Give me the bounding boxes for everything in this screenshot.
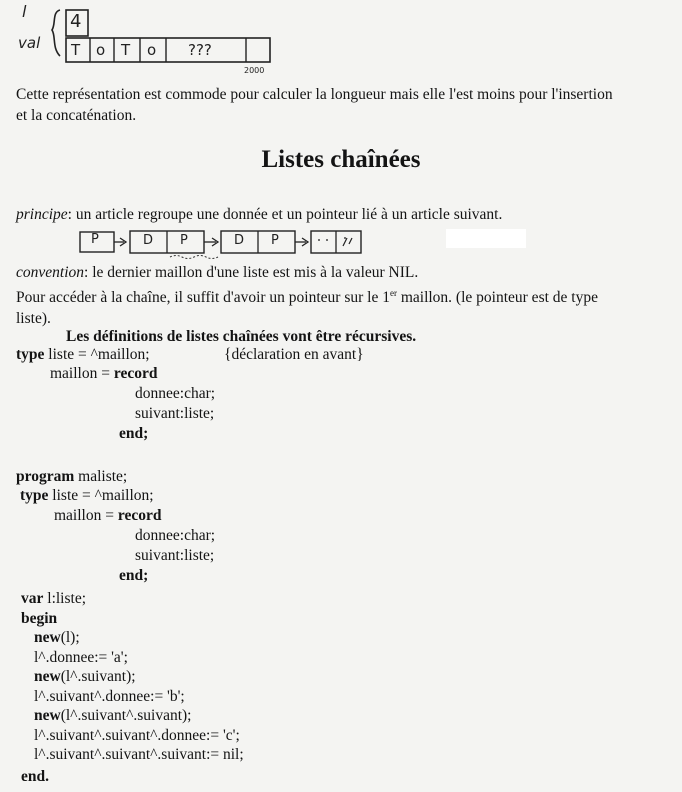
keyword-end-final: end.	[21, 768, 49, 785]
keyword-type: type	[16, 346, 45, 363]
chain-drawing	[0, 0, 682, 270]
sketch-cell: o	[96, 41, 106, 59]
keyword-end: end;	[119, 425, 149, 442]
sketch-cell: o	[147, 41, 157, 59]
code-text: liste = ^maillon;	[48, 487, 154, 504]
principe-label: principe	[16, 206, 68, 223]
sketch-cell: T	[121, 41, 131, 59]
keyword-record: record	[117, 507, 162, 524]
sketch-cell: ???	[188, 41, 212, 59]
program-field: donnee:char;	[135, 527, 216, 544]
keyword-new: new	[34, 707, 61, 724]
sketch-size: 2000	[244, 66, 265, 75]
code-line-assign-c: l^.suivant^.suivant^.donnee:= 'c';	[34, 727, 240, 744]
convention-line	[16, 262, 676, 283]
sketch-cell: T	[71, 41, 81, 59]
code-text: (l^.suivant);	[60, 668, 136, 685]
access-text: maillon. (le pointeur est de type	[396, 289, 598, 307]
code-line-assign-a: l^.donnee:= 'a';	[34, 649, 128, 666]
convention-label: convention	[16, 264, 85, 281]
declaration-type-line	[16, 345, 150, 364]
sketch-label-val: val	[18, 34, 41, 52]
section-title: Listes chaînées	[261, 146, 421, 173]
code-line-assign-nil: l^.suivant^.suivant^.suivant:= nil;	[34, 746, 244, 763]
code-text: maillon =	[54, 507, 118, 524]
access-superscript: er	[389, 288, 397, 298]
code-text: l:liste;	[43, 590, 87, 607]
forward-comment: {déclaration en avant}	[224, 346, 364, 363]
keyword-begin: begin	[21, 610, 58, 627]
sketch-length-value: 4	[70, 11, 82, 32]
declaration-maillon-line	[50, 364, 157, 383]
convention-text: : le dernier maillon d'une liste est mis à la valeur NIL.	[84, 264, 419, 281]
code-line-new-l	[34, 628, 80, 647]
access-text: Pour accéder à la chaîne, il suffit d'avoir un pointeur sur le 1	[16, 289, 390, 307]
code-text: (l);	[60, 629, 80, 646]
declaration-field: donnee:char;	[135, 385, 216, 402]
keyword-new: new	[34, 629, 61, 646]
code-line-assign-b: l^.suivant^.donnee:= 'b';	[34, 688, 185, 705]
code-text: maliste;	[74, 468, 128, 485]
principe-text: : un article regroupe une donnée et un pointeur lié à un article suivant.	[67, 206, 503, 223]
code-line-new-suivant	[34, 667, 136, 686]
keyword-end: end;	[119, 567, 149, 584]
program-maillon-line	[54, 506, 161, 525]
keyword-program: program	[16, 468, 75, 485]
chain-node-pointer: P	[271, 233, 279, 248]
var-line	[21, 589, 86, 608]
intro-line: Cette représentation est commode pour calculer la longueur mais elle l'est moins pour l'insertion	[16, 86, 613, 103]
chain-node-pointer: P	[180, 233, 188, 248]
declaration-field: suivant:liste;	[135, 405, 215, 422]
keyword-record: record	[113, 365, 158, 382]
code-text: liste = ^maillon;	[44, 346, 150, 363]
program-type-line	[20, 486, 154, 505]
code-text: maillon =	[50, 365, 114, 382]
program-field: suivant:liste;	[135, 547, 215, 564]
sketch-label-l: l	[22, 2, 27, 21]
chain-head-label: P	[91, 232, 99, 247]
program-line	[16, 467, 127, 486]
access-line: liste).	[16, 310, 51, 328]
code-text: (l^.suivant^.suivant);	[60, 707, 192, 724]
keyword-new: new	[34, 668, 61, 685]
access-line	[16, 283, 676, 308]
keyword-var: var	[21, 590, 44, 607]
keyword-type: type	[20, 487, 49, 504]
recursive-note: Les définitions de listes chaînées vont être récursives.	[66, 328, 417, 345]
chain-node-data: D	[143, 233, 154, 248]
intro-line: et la concaténation.	[16, 107, 137, 124]
convention-block	[16, 262, 676, 329]
code-line-new-suivant-suivant	[34, 706, 191, 725]
chain-node-data: D	[234, 233, 245, 248]
